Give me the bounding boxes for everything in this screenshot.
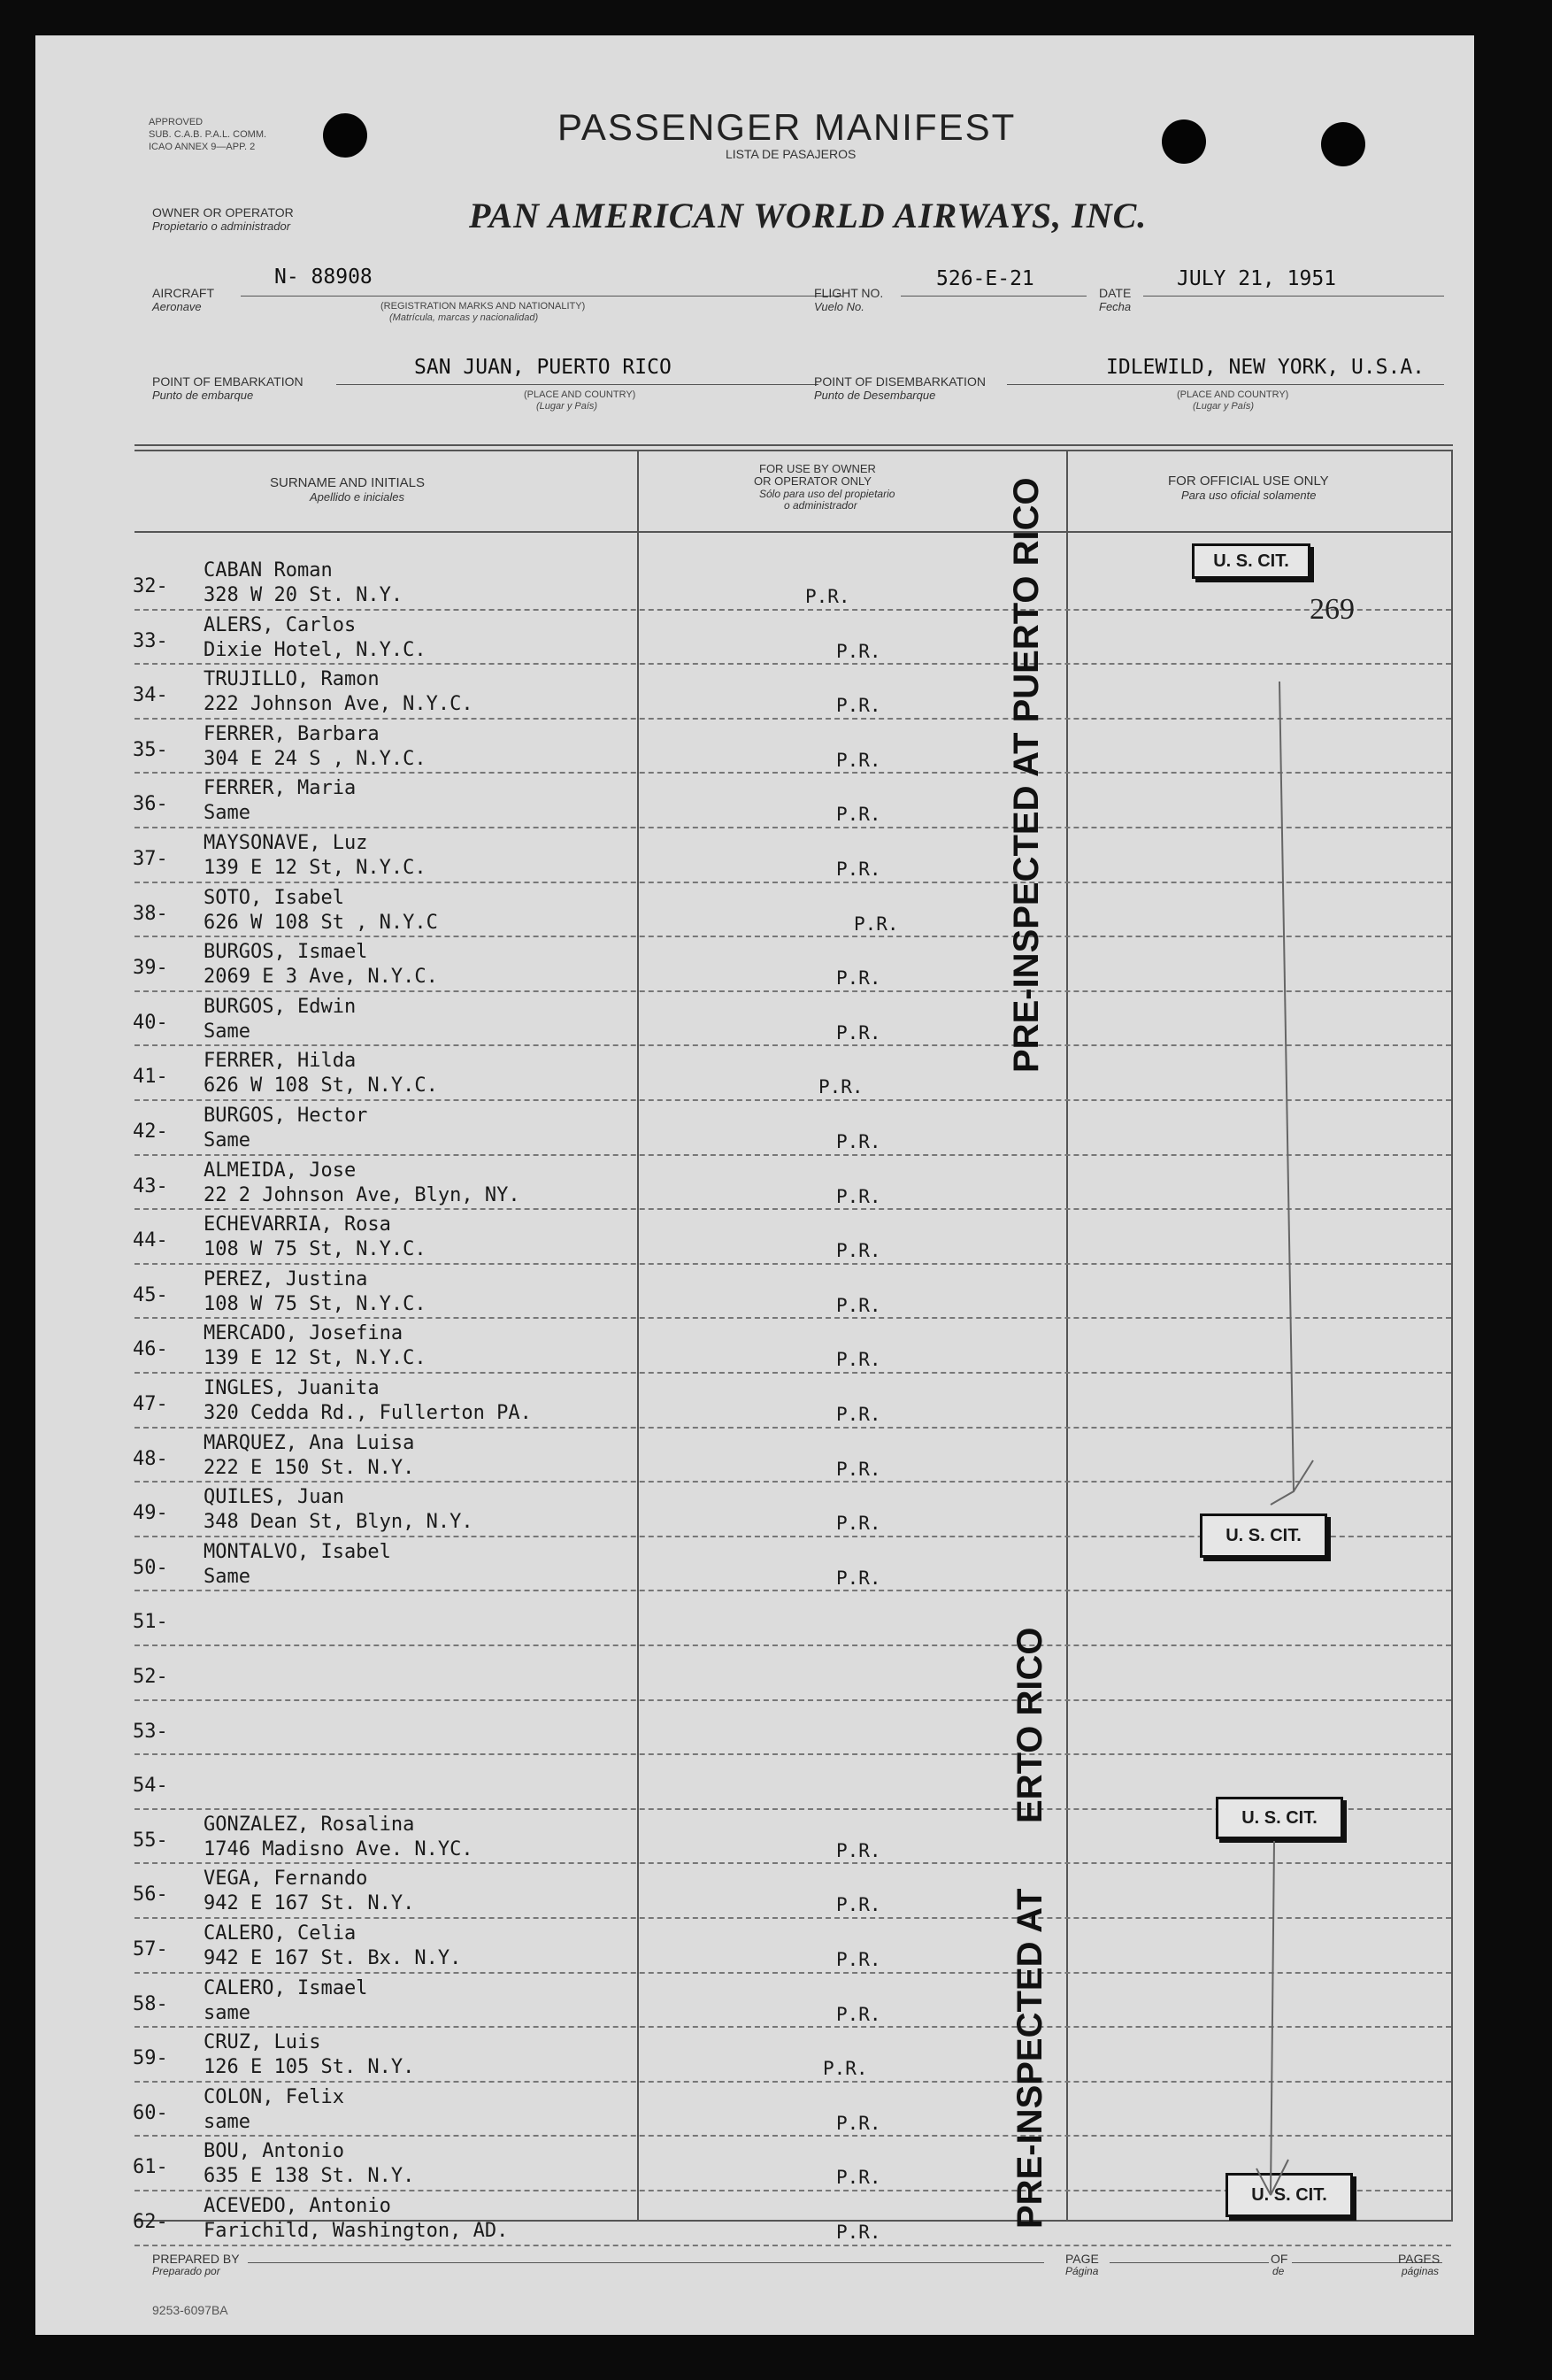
passenger-name: FERRER, Hilda <box>204 1050 357 1073</box>
flight-label-es: Vuelo No. <box>814 300 864 313</box>
aircraft-label: AIRCRAFT <box>152 286 214 300</box>
passenger-name: CRUZ, Luis <box>204 2031 321 2054</box>
page-title: PASSENGER MANIFEST <box>557 106 1017 148</box>
passenger-name: BURGOS, Hector <box>204 1105 368 1127</box>
passenger-address: 942 E 167 St. Bx. N.Y. <box>204 1947 462 1969</box>
passenger-status: P.R. <box>836 1458 881 1480</box>
passenger-name: CABAN Roman <box>204 559 333 582</box>
passenger-address: 222 Johnson Ave, N.Y.C. <box>204 693 473 716</box>
surname-header-es: Apellido e iniciales <box>310 490 404 504</box>
surname-header: SURNAME AND INITIALS <box>270 475 426 490</box>
row-number: 47- <box>133 1393 168 1415</box>
aircraft-sublabel-es: (Matrícula, marcas y nacionalidad) <box>389 312 539 323</box>
us-cit-stamp-2: U. S. CIT. <box>1200 1513 1327 1558</box>
column-divider-1 <box>637 450 639 2220</box>
passenger-address: 626 W 108 St, N.Y.C. <box>204 1074 438 1098</box>
approval-line-2: SUB. C.A.B. P.A.L. COMM. <box>149 129 267 140</box>
passenger-name: INGLES, Juanita <box>204 1377 380 1399</box>
row-number: 49- <box>133 1502 168 1525</box>
prepared-label-es: Preparado por <box>152 2265 220 2277</box>
prepared-underline <box>248 2262 1044 2263</box>
date-label: DATE <box>1099 286 1132 300</box>
embarkation-label-es: Punto de embarque <box>152 389 254 402</box>
passenger-status: P.R. <box>836 1404 881 1425</box>
passenger-address: 328 W 20 St. N.Y. <box>204 584 403 606</box>
passenger-address: Same <box>204 1020 250 1043</box>
row-divider <box>134 2245 1451 2246</box>
passenger-address: Farichild, Washington, AD. <box>204 2220 509 2242</box>
us-cit-stamp-4: U. S. CIT. <box>1225 2173 1353 2217</box>
embarkation-value: SAN JUAN, PUERTO RICO <box>414 356 672 379</box>
passenger-status: P.R. <box>836 1021 881 1044</box>
row-number: 57- <box>133 1938 168 1960</box>
row-number: 36- <box>133 793 168 816</box>
passenger-status: P.R. <box>836 1839 881 1861</box>
passenger-name: CALERO, Ismael <box>204 1976 368 1999</box>
owner-use-header-es-1: Sólo para uso del propietario <box>759 488 895 500</box>
passenger-address: 942 E 167 St. N.Y. <box>204 1892 415 1915</box>
row-number: 35- <box>133 738 168 761</box>
disembarkation-sublabel: (PLACE AND COUNTRY) <box>1177 389 1289 400</box>
us-cit-stamp-1: U. S. CIT. <box>1192 543 1310 579</box>
passenger-status: P.R. <box>836 749 881 771</box>
row-number: 59- <box>133 2047 168 2070</box>
flight-value: 526-E-21 <box>936 267 1034 290</box>
passenger-status: P.R. <box>836 695 881 717</box>
aircraft-underline <box>241 296 842 297</box>
passenger-status: P.R. <box>836 1513 881 1535</box>
page-subtitle: LISTA DE PASAJEROS <box>726 147 857 161</box>
pages-label-es: páginas <box>1402 2265 1440 2277</box>
form-number: 9253-6097BA <box>152 2303 228 2317</box>
passenger-name: ALERS, Carlos <box>204 613 357 636</box>
preinspected-stamp-top: PRE-INSPECTED AT PUERTO RICO <box>1007 477 1046 1073</box>
preinspected-stamp-bottom-b: PRE-INSPECTED AT <box>1010 1888 1049 2229</box>
aircraft-sublabel: (REGISTRATION MARKS AND NATIONALITY) <box>380 301 586 312</box>
passenger-name: MARQUEZ, Ana Luisa <box>204 1431 415 1454</box>
aircraft-value: N- 88908 <box>274 266 373 289</box>
passenger-address: same <box>204 2001 250 2024</box>
pages-label: PAGES <box>1398 2252 1441 2266</box>
row-number: 33- <box>133 629 168 652</box>
row-number: 43- <box>133 1175 168 1198</box>
passenger-address: 304 E 24 S , N.Y.C. <box>204 747 426 770</box>
disembarkation-label: POINT OF DISEMBARKATION <box>814 374 986 389</box>
owner-label-es: Propietario o administrador <box>152 220 291 233</box>
row-number: 50- <box>133 1556 168 1579</box>
row-number: 42- <box>133 1121 168 1143</box>
row-number: 46- <box>133 1338 168 1361</box>
pencil-bracket-lines <box>1239 602 1345 2213</box>
passenger-status: P.R. <box>818 1076 864 1098</box>
passenger-status: P.R. <box>836 967 881 990</box>
passenger-address: 626 W 108 St , N.Y.C <box>204 911 438 934</box>
aircraft-label-es: Aeronave <box>152 300 202 313</box>
table-header-rule <box>134 531 1453 533</box>
row-number: 32- <box>133 575 168 597</box>
manifest-page <box>35 35 1474 2335</box>
disembarkation-underline <box>1007 384 1444 385</box>
passenger-address: 108 W 75 St, N.Y.C. <box>204 1238 426 1261</box>
passenger-address: 1746 Madisno Ave. N.YC. <box>204 1837 473 1860</box>
passenger-address: 2069 E 3 Ave, N.Y.C. <box>204 966 438 989</box>
owner-use-header-2: OR OPERATOR ONLY <box>754 474 872 488</box>
passenger-name: FERRER, Barbara <box>204 722 380 745</box>
row-number: 39- <box>133 957 168 980</box>
row-number: 48- <box>133 1447 168 1470</box>
passenger-name: COLON, Felix <box>204 2085 344 2108</box>
official-use-header-es: Para uso oficial solamente <box>1181 489 1317 502</box>
owner-label: OWNER OR OPERATOR <box>152 205 294 220</box>
passenger-name: MAYSONAVE, Luz <box>204 832 368 854</box>
disembarkation-value: IDLEWILD, NEW YORK, U.S.A. <box>1106 356 1425 379</box>
column-divider-2 <box>1066 450 1068 2220</box>
date-value: JULY 21, 1951 <box>1177 267 1337 290</box>
passenger-status: P.R. <box>805 586 850 607</box>
row-number: 62- <box>133 2211 168 2233</box>
prepared-label: PREPARED BY <box>152 2252 240 2266</box>
passenger-status: P.R. <box>836 2112 881 2134</box>
row-number: 54- <box>133 1775 168 1798</box>
passenger-name: QUILES, Juan <box>204 1486 344 1509</box>
passenger-status: P.R. <box>836 1185 881 1207</box>
row-number: 58- <box>133 1992 168 2015</box>
passenger-address: 635 E 138 St. N.Y. <box>204 2165 415 2188</box>
passenger-address: 320 Cedda Rd., Fullerton PA. <box>204 1402 532 1424</box>
official-count: 269 <box>1310 593 1355 626</box>
approval-line-3: ICAO ANNEX 9—APP. 2 <box>149 142 256 152</box>
row-number: 53- <box>133 1720 168 1743</box>
passenger-status: P.R. <box>854 913 899 935</box>
passenger-address: 348 Dean St, Blyn, N.Y. <box>204 1511 473 1534</box>
passenger-name: VEGA, Fernando <box>204 1868 368 1891</box>
preinspected-stamp-bottom-a: ERTO RICO <box>1010 1627 1049 1823</box>
disembarkation-sublabel-es: (Lugar y País) <box>1193 401 1255 412</box>
passenger-status: P.R. <box>836 1349 881 1371</box>
flight-label: FLIGHT NO. <box>814 286 884 300</box>
embarkation-label: POINT OF EMBARKATION <box>152 374 303 389</box>
passenger-status: P.R. <box>836 1567 881 1589</box>
passenger-status: P.R. <box>836 804 881 826</box>
flight-underline <box>901 296 1087 297</box>
page-label: PAGE <box>1065 2252 1099 2266</box>
passenger-name: GONZALEZ, Rosalina <box>204 1813 415 1836</box>
passenger-address: 22 2 Johnson Ave, Blyn, NY. <box>204 1183 520 1206</box>
passenger-name: ALMEIDA, Jose <box>204 1159 357 1182</box>
row-number: 44- <box>133 1229 168 1252</box>
row-number: 38- <box>133 902 168 925</box>
date-underline <box>1143 296 1444 297</box>
row-number: 56- <box>133 1883 168 1906</box>
passenger-status: P.R. <box>836 640 881 662</box>
passenger-address: Same <box>204 1129 250 1151</box>
passenger-address: 222 E 150 St. N.Y. <box>204 1456 415 1479</box>
approval-line-1: APPROVED <box>149 117 204 127</box>
row-number: 51- <box>133 1611 168 1634</box>
passenger-address: 126 E 105 St. N.Y. <box>204 2056 415 2079</box>
passenger-status: P.R. <box>836 1294 881 1316</box>
row-number: 37- <box>133 848 168 870</box>
punch-hole-center <box>1162 119 1206 164</box>
page-underline <box>1110 2262 1269 2263</box>
passenger-address: Same <box>204 802 250 825</box>
punch-hole-left <box>323 113 367 158</box>
passenger-name: ACEVEDO, Antonio <box>204 2195 391 2217</box>
passenger-name: MONTALVO, Isabel <box>204 1540 391 1563</box>
row-number: 52- <box>133 1666 168 1688</box>
passenger-status: P.R. <box>836 1949 881 1970</box>
row-number: 55- <box>133 1829 168 1852</box>
table-right-edge <box>1451 450 1453 2220</box>
page-label-es: Página <box>1065 2265 1099 2277</box>
passenger-status: P.R. <box>836 1131 881 1152</box>
passenger-address: same <box>204 2110 250 2133</box>
row-number: 60- <box>133 2101 168 2124</box>
passenger-name: CALERO, Celia <box>204 1922 357 1945</box>
embarkation-underline <box>336 384 818 385</box>
passenger-name: BOU, Antonio <box>204 2140 344 2163</box>
row-number: 61- <box>133 2156 168 2179</box>
owner-use-header-es-2: o administrador <box>784 499 857 512</box>
disembarkation-label-es: Punto de Desembarque <box>814 389 936 402</box>
passenger-status: P.R. <box>836 859 881 880</box>
passenger-status: P.R. <box>836 2222 881 2243</box>
passenger-name: SOTO, Isabel <box>204 886 344 909</box>
official-use-header: FOR OFFICIAL USE ONLY <box>1168 474 1329 489</box>
row-number: 41- <box>133 1066 168 1089</box>
of-label: OF <box>1271 2252 1288 2266</box>
punch-hole-right <box>1321 122 1365 166</box>
passenger-status: P.R. <box>836 1894 881 1916</box>
passenger-status: P.R. <box>836 2167 881 2189</box>
table-top-rule-1 <box>134 444 1453 446</box>
passenger-name: BURGOS, Edwin <box>204 995 357 1018</box>
operator-name: PAN AMERICAN WORLD AIRWAYS, INC. <box>469 196 1148 235</box>
row-number: 40- <box>133 1011 168 1034</box>
row-number: 45- <box>133 1283 168 1306</box>
date-label-es: Fecha <box>1099 300 1132 313</box>
passenger-address: 108 W 75 St, N.Y.C. <box>204 1292 426 1315</box>
passenger-status: P.R. <box>836 2003 881 2025</box>
passenger-name: TRUJILLO, Ramon <box>204 668 380 691</box>
passenger-address: 139 E 12 St, N.Y.C. <box>204 1347 426 1370</box>
passenger-name: MERCADO, Josefina <box>204 1322 403 1345</box>
passenger-address: 139 E 12 St, N.Y.C. <box>204 857 426 879</box>
passenger-name: ECHEVARRIA, Rosa <box>204 1213 391 1236</box>
row-number: 34- <box>133 684 168 707</box>
embarkation-sublabel: (PLACE AND COUNTRY) <box>524 389 636 400</box>
table-top-rule-2 <box>134 450 1453 451</box>
us-cit-stamp-3: U. S. CIT. <box>1216 1797 1343 1839</box>
owner-use-header-1: FOR USE BY OWNER <box>759 462 876 475</box>
passenger-address: Dixie Hotel, N.Y.C. <box>204 638 426 661</box>
passenger-status: P.R. <box>836 1240 881 1262</box>
passenger-name: PEREZ, Justina <box>204 1267 368 1290</box>
passenger-address: Same <box>204 1565 250 1588</box>
passenger-name: BURGOS, Ismael <box>204 941 368 964</box>
passenger-name: FERRER, Maria <box>204 777 357 800</box>
embarkation-sublabel-es: (Lugar y País) <box>536 401 598 412</box>
of-label-es: de <box>1272 2265 1285 2277</box>
passenger-status: P.R. <box>823 2058 868 2080</box>
